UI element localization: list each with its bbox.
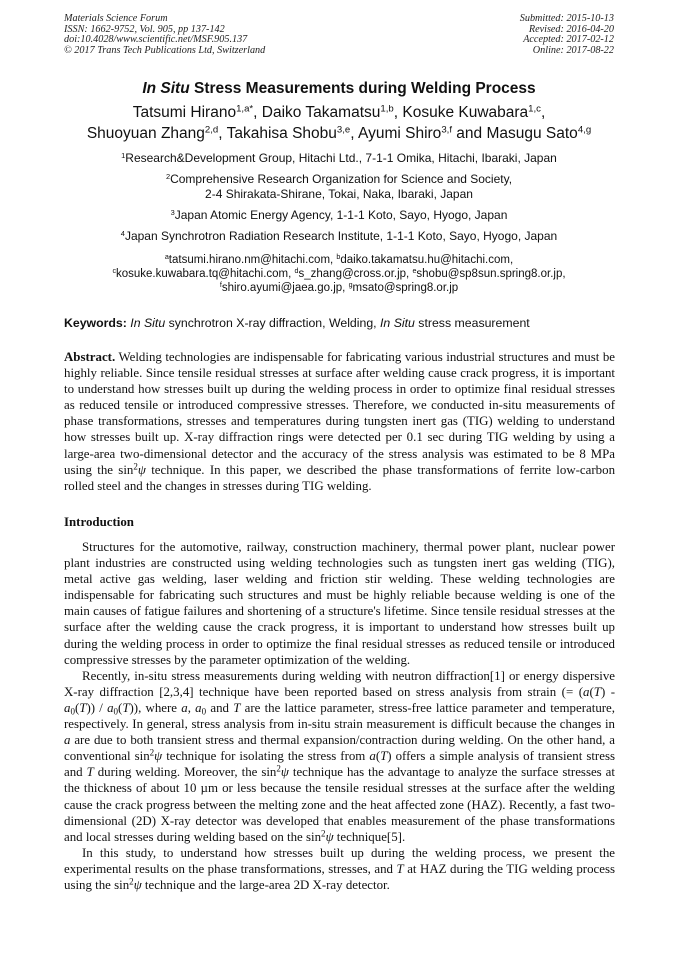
online-date: Online: 2017-08-22 — [532, 44, 614, 56]
affiliation-3: $^3$Japan Atomic Energy Agency, 1-1-1 Koto, Sayo, Hyogo, Japan — [170, 207, 508, 222]
issn: ISSN: 1662-9752, Vol. 905, pp 137-142 — [64, 23, 225, 35]
intro-paragraph-2: Recently, in-situ stress measurements during welding with neutron diffraction[1] or energy dispersive X-ray diffraction [2,3,4] technique have been reported based on stress analysis from strain (= $(a(T) - a_0(T)) / a_0(T)$), where a, $a_0$ and T are the lattice parameter, stress-free lattice parameter and temperature, respectively. In general, stress analysis from in-situ strain measurement is difficult because the changes in a are due to both transient stress and thermal expansion/contraction during welding. On the other hand, a conventional $\sin^2\psi$ technique for isolating the stress from a(T) offers a simple analysis of transient stress and T during welding. Moreover, the $\sin^2\psi$ technique has the advantage to analyze the surface stresses at the thickness of about 10 µm or less because the tensile residual stresses at the surface after the welding cause the crack progress between the melting zone and the heat affected zone (HAZ). Recently, a fast two-dimensional (2D) X-ray detector was developed that enables measurement of the phase transformations and local stresses during welding based on the $\sin^2\psi$ technique[5]. — [64, 668, 616, 844]
revised-date: Revised: 2016-04-20 — [528, 23, 614, 35]
author-sup: 3,f — [441, 124, 452, 136]
copyright: © 2017 Trans Tech Publications Ltd, Switzerland — [64, 44, 266, 56]
email-list: $^a$tatsumi.hirano.nm@hitachi.com, $^b$daiko.takamatsu.hu@hitachi.com, $^c$kosuke.kuwabara.tq@hitachi.com, $^d$s_zhang@cross.or.jp, $^e$shobu@sp8sun.spring8.or.jp, $^f$shiro.ayumi@jaea.go.jp, $^g$msato@spring8.or.jp — [112, 253, 566, 294]
accepted-date: Accepted: 2017-02-12 — [523, 34, 614, 46]
journal-header-left — [64, 14, 364, 56]
intro-paragraph-1: Structures for the automotive, railway, construction machinery, thermal power plant, nuclear power plant industries are constructed using welding technologies such as tungsten inert gas welding (TIG), metal active gas welding, laser welding and friction stir welding. These welding technologies are indispensable for fabricating such structures and must be highly reliable because welding is one of the main causes of fatigue failures and shortening of a structure's lifetime. Since tensile residual stresses at the surface after the welding cause the crack progress, it is important to understand how stresses built up during the welding process in order to optimize the final residual stresses as reduced tensile or introduced compressive stresses by the parameter optimization of the welding. — [64, 540, 615, 667]
author-name: Daiko Takamatsu — [261, 104, 381, 121]
email-address: daiko.takamatsu.hu@hitachi.com — [340, 254, 510, 266]
author-sup: 1,b — [380, 103, 394, 115]
email-address: shiro.ayumi@jaea.go.jp — [221, 282, 343, 294]
author-sup: 3,e — [336, 124, 351, 136]
author-line-2: Shuoyuan Zhang$^{2,d}$, Takahisa Shobu$^{3,e}$, Ayumi Shiro$^{3,f}$ and Masugu Sato$^{4,g}$ — [86, 124, 592, 142]
affiliation-2: $^2$Comprehensive Research Organization for Science and Society, 2-4 Shirakata-Shirane, Tokai, Naka, Ibaraki, Japan — [165, 171, 513, 201]
email-address: tatsumi.hirano.nm@hitachi.com — [168, 254, 331, 266]
author-line-1: Tatsumi Hirano$^{1,a*}$, Daiko Takamatsu$^{1,b}$, Kosuke Kuwabara$^{1,c}$, — [132, 103, 546, 121]
author-name: Masugu Sato — [486, 125, 578, 142]
author-sup: 1,c — [528, 103, 541, 115]
email-address: kosuke.kuwabara.tq@hitachi.com — [116, 268, 289, 280]
journal-name: Materials Science Forum — [64, 13, 168, 24]
introduction-body — [64, 539, 615, 893]
author-name: Kosuke Kuwabara — [402, 104, 529, 121]
doi: doi:10.4028/www.scientific.net/MSF.905.137 — [64, 34, 248, 46]
email-address: shobu@sp8sun.spring8.or.jp — [416, 268, 563, 280]
author-name: Ayumi Shiro — [358, 125, 442, 142]
author-sup: 2,d — [204, 124, 219, 136]
author-name: Shuoyuan Zhang — [86, 125, 205, 142]
affiliation-4: $^4$Japan Synchrotron Radiation Research Institute, 1-1-1 Koto, Sayo, Hyogo, Japan — [120, 228, 558, 243]
keywords: Keywords: In Situ synchrotron X-ray diffraction, Welding, In Situ stress measurement — [64, 316, 530, 330]
author-sup: 4,g — [577, 124, 592, 136]
abstract: Abstract. Welding technologies are indispensable for fabricating various industrial structures and must be highly reliable. Since tensile residual stresses at surface after welding cause crack progress, it is important to understand how stresses built up during the welding process in order to optimize final residual stresses as reduced tensile or introduced compressive stresses. Therefore, we conducted in-situ measurements of phase transformations, stresses and temperatures during tungsten inert gas (TIG) welding to understand how stresses built up. X-ray diffraction rings were detected per 0.1 sec during TIG welding by using a large-area two-dimensional detector and the accuracy of the stress analysis was estimated to be 8 MPa using the $\sin^2\psi$ technique. In this paper, we described the phase transformations of ferrite low-carbon rolled steel and the changes in stresses during TIG welding. — [64, 350, 616, 493]
author-name: Tatsumi Hirano — [132, 104, 237, 121]
title-italic: In Situ — [142, 80, 190, 97]
submitted-date: Submitted: 2015-10-13 — [519, 13, 614, 24]
section-heading-introduction: Introduction — [64, 515, 134, 529]
intro-paragraph-3: In this study, to understand how stresses built up during the welding process, we present the experimental results on the phase transformations, stresses, and T at HAZ during the TIG welding process using the $\sin^2\psi$ technique and the large-area 2D X-ray detector. — [64, 845, 615, 892]
abstract-label: Abstract. — [64, 350, 116, 364]
journal-header-right — [404, 14, 614, 56]
email-address: s_zhang@cross.or.jp — [298, 268, 407, 280]
author-name: Takahisa Shobu — [226, 125, 337, 142]
title-rest: Stress Measurements during Welding Process — [189, 80, 536, 97]
keywords-label: Keywords: — [64, 316, 127, 330]
author-list — [40, 102, 638, 144]
author-sup: 1,a* — [236, 103, 254, 115]
email-address: msato@spring8.or.jp — [352, 282, 459, 294]
paper-title — [40, 80, 638, 98]
affiliation-1: $^1$Research&Development Group, Hitachi Ltd., 7-1-1 Omika, Hitachi, Ibaraki, Japan — [121, 150, 557, 165]
